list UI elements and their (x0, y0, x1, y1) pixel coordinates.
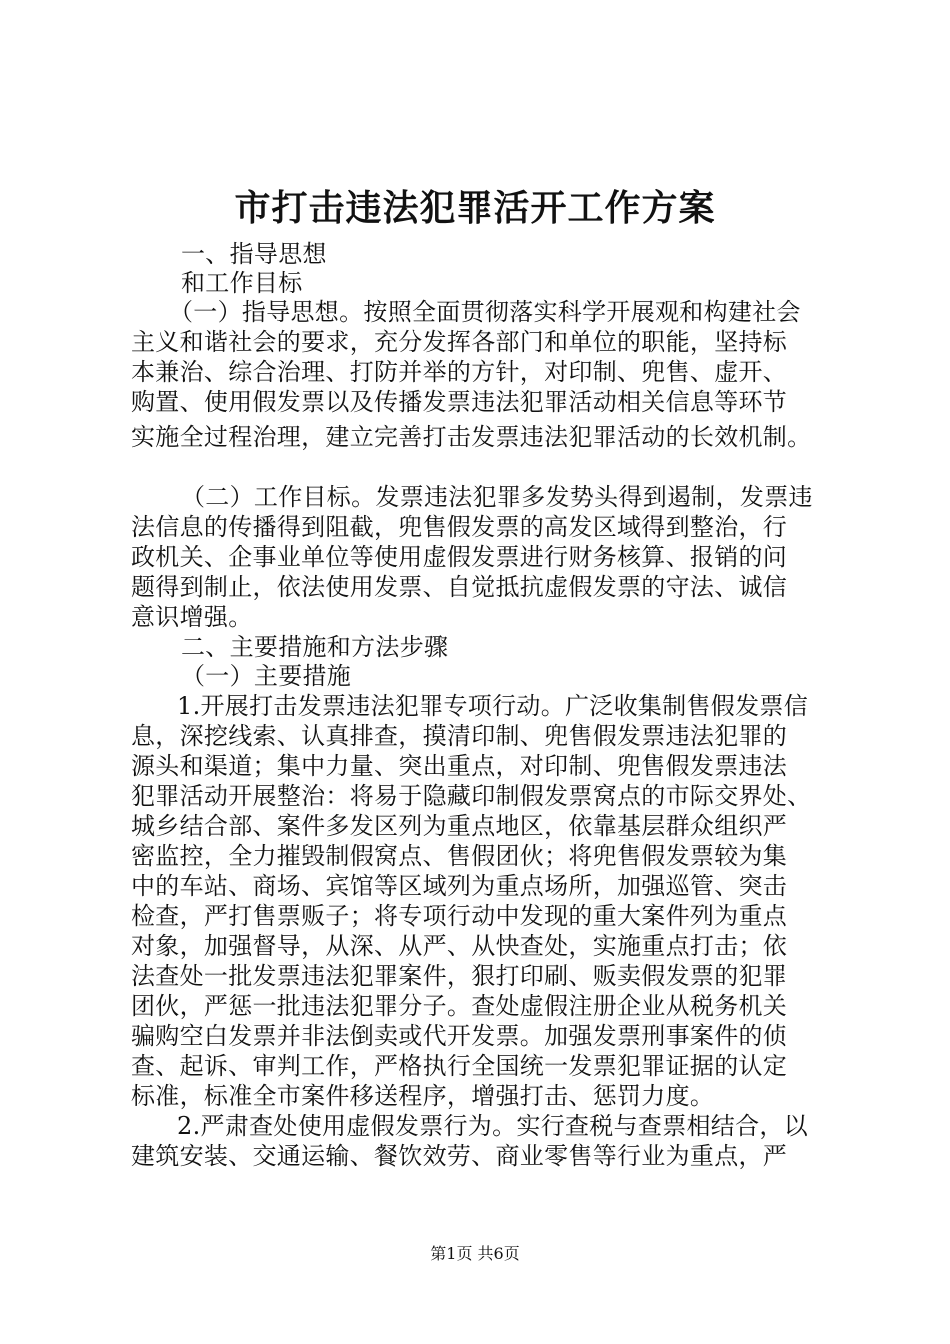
paragraph-line: 密监控，全力摧毁制假窝点、售假团伙；将兜售假发票较为集 (131, 842, 788, 870)
paragraph-line: 城乡结合部、案件多发区列为重点地区，依靠基层群众组织严 (131, 812, 788, 840)
paragraph-line: 意识增强。 (131, 603, 253, 631)
paragraph-line: 查、起诉、审判工作，严格执行全国统一发票犯罪证据的认定 (131, 1052, 788, 1080)
paragraph-line: 政机关、企事业单位等使用虚假发票进行财务核算、报销的问 (131, 543, 788, 571)
paragraph-line: 中的车站、商场、宾馆等区域列为重点场所，加强巡管、突击 (131, 872, 788, 900)
paragraph-line: 建筑安装、交通运输、餐饮效劳、商业零售等行业为重点，严 (131, 1142, 788, 1170)
subheading-main-measures: （一）主要措施 (181, 662, 352, 690)
paragraph-line: 团伙，严惩一批违法犯罪分子。查处虚假注册企业从税务机关 (131, 992, 788, 1020)
document-title: 市打击违法犯罪活开工作方案 (234, 187, 716, 229)
paragraph-line: 题得到制止，依法使用发票、自觉抵抗虚假发票的守法、诚信 (131, 573, 788, 601)
paragraph-line: （一）指导思想。按照全面贯彻落实科学开展观和构建社会 (169, 298, 801, 326)
heading-continuation: 和工作目标 (181, 269, 303, 297)
paragraph-line: 购置、使用假发票以及传播发票违法犯罪活动相关信息等环节 (131, 388, 788, 416)
paragraph-line: 骗购空白发票并非法倒卖或代开发票。加强发票刑事案件的侦 (131, 1022, 788, 1050)
paragraph-line: 本兼治、综合治理、打防并举的方针，对印制、兜售、虚开、 (131, 358, 788, 386)
paragraph-line: （二）工作目标。发票违法犯罪多发势头得到遏制，发票违 (181, 483, 813, 511)
paragraph-line: 主义和谐社会的要求，充分发挥各部门和单位的职能，坚持标 (131, 328, 788, 356)
paragraph-line: 法信息的传播得到阻截，兜售假发票的高发区域得到整治，行 (131, 513, 788, 541)
paragraph-line: 检查，严打售票贩子；将专项行动中发现的重大案件列为重点 (131, 902, 788, 930)
paragraph-line: 标准，标准全市案件移送程序，增强打击、惩罚力度。 (131, 1082, 715, 1110)
paragraph-line: 1.开展打击发票违法犯罪专项行动。广泛收集制售假发票信 (177, 692, 808, 720)
heading-main-measures: 二、主要措施和方法步骤 (181, 633, 449, 661)
heading-guiding-ideology: 一、指导思想 (181, 240, 327, 268)
paragraph-line: 法查处一批发票违法犯罪案件，狠打印刷、贩卖假发票的犯罪 (131, 962, 788, 990)
paragraph-line: 息，深挖线索、认真排查，摸清印制、兜售假发票违法犯罪的 (131, 722, 788, 750)
paragraph-line: 实施全过程治理，建立完善打击发票违法犯罪活动的长效机制。 (131, 423, 812, 451)
page-footer: 第1页 共6页 (430, 1244, 520, 1263)
paragraph-line: 源头和渠道；集中力量、突出重点，对印制、兜售假发票违法 (131, 752, 788, 780)
paragraph-line: 2.严肃查处使用虚假发票行为。实行查税与查票相结合，以 (177, 1112, 808, 1140)
paragraph-line: 犯罪活动开展整治：将易于隐藏印制假发票窝点的市际交界处、 (131, 782, 812, 810)
paragraph-line: 对象，加强督导，从深、从严、从快查处，实施重点打击；依 (131, 932, 788, 960)
